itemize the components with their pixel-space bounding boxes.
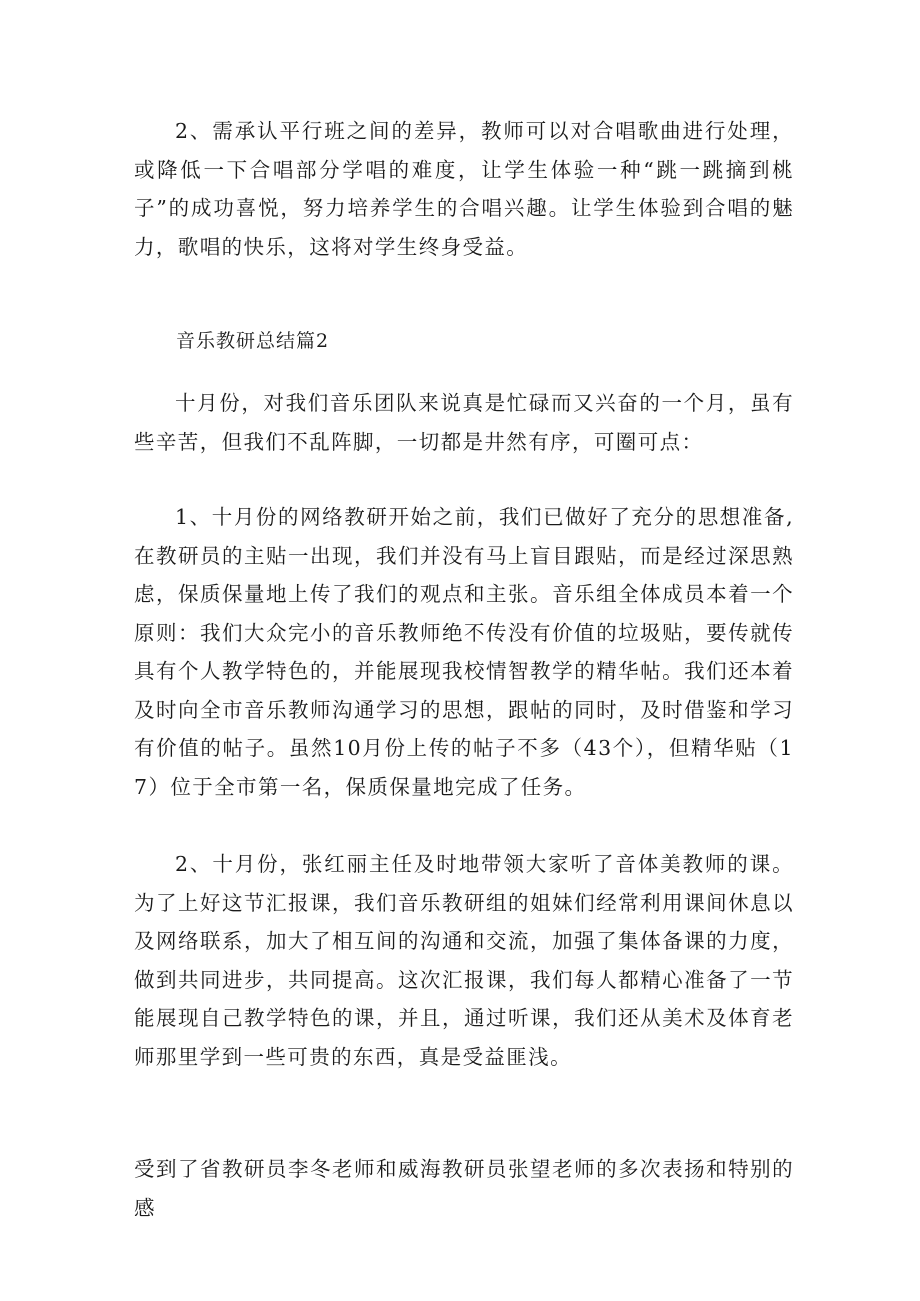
paragraph-october-intro: 十月份，对我们音乐团队来说真是忙碌而又兴奋的一个月，虽有些辛苦，但我们不乱阵脚，一切都是井然有序，可圈可点：	[134, 391, 794, 454]
paragraph-online-research: 1、十月份的网络教研开始之前，我们已做好了充分的思想准备,在教研员的主贴一出现，我们并没有马上盲目跟贴，而是经过深思熟虑，保质保量地上传了我们的观点和主张。音乐组全体成员本着一个原则：我们大众完小的音乐教师绝不传没有价值的垃圾贴，要传就传具有个人教学特色的，并能展现我校情智教学的精华帖。我们还本着及时向全市音乐教师沟通学习的思想，跟帖的同时，及时借鉴和学习有价值的帖子。虽然10月份上传的帖子不多（43个），但精华贴（17）位于全市第一名，保质保量地完成了任务。	[134, 505, 794, 799]
section-heading: 音乐教研总结篇2	[176, 330, 330, 352]
paragraph-choir-difficulty: 2、需承认平行班之间的差异，教师可以对合唱歌曲进行处理，或降低一下合唱部分学唱的难度，让学生体验一种“跳一跳摘到桃子”的成功喜悦，努力培养学生的合唱兴趣。让学生体验到合唱的魅力，歌唱的快乐，这将对学生终身受益。	[134, 119, 794, 259]
paragraph-report-class: 2、十月份，张红丽主任及时地带领大家听了音体美教师的课。为了上好这节汇报课，我们音乐教研组的姐妹们经常利用课间休息以及网络联系，加大了相互间的沟通和交流，加强了集体备课的力度，做到共同进步，共同提高。这次汇报课，我们每人都精心准备了一节能展现自己教学特色的课，并且，通过听课，我们还从美术及体育老师那里学到一些可贵的东西，真是受益匪浅。	[134, 852, 794, 1069]
paragraph-praise: 受到了省教研员李冬老师和威海教研员张望老师的多次表扬和特别的感	[134, 1157, 794, 1220]
